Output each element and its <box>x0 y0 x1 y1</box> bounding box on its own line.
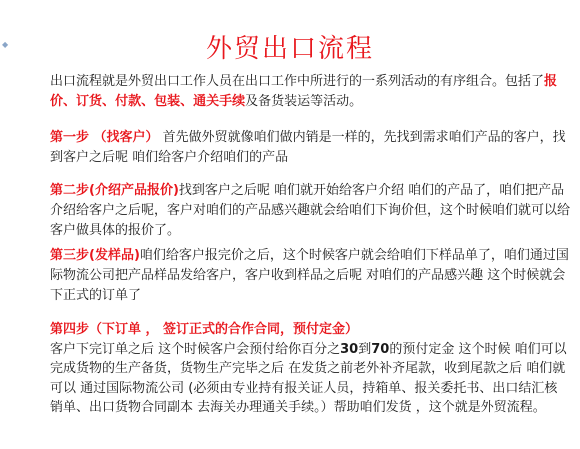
intro-highlight-packing: 包装 <box>154 94 181 109</box>
step-2-heading: 第二步(介绍产品报价) <box>50 183 179 198</box>
step-4-body-a: 客户下完订单之后 这个时候客户会预付给你百分之 <box>50 341 341 357</box>
intro-separator: 、 <box>102 94 116 109</box>
intro-highlight-quote: 报价 <box>50 74 558 109</box>
intro-highlight-payment: 付款 <box>115 94 142 109</box>
step-3-heading: 第三步(发样品) <box>50 248 140 263</box>
step-4-body-b: 到 <box>358 341 372 357</box>
step-1-heading: 第一步 （找客户） <box>50 130 159 145</box>
intro-highlight-customs: 通关手续 <box>193 94 246 109</box>
intro-separator: 、 <box>180 94 194 109</box>
intro-separator: 、 <box>141 94 155 109</box>
intro-text-b: 及备货装运等活动。 <box>245 94 363 109</box>
step-4-body-c: 的预付定金 这个时候 咱们可以完成货物的生产备货，货物生产完毕之后 在发货之前老外补齐尾款，收到尾款之后 咱们就可以 通过国际物流公司 (必须由专业持有报关证人员，持箱单、报关委托书、出口结汇核销单、出口货物合同副本 去海关办理通关手续。）帮助咱们发货 ，这个就是外贸流程。 <box>50 341 567 415</box>
intro-separator: 、 <box>63 94 77 109</box>
intro-highlight-order: 订货 <box>76 94 103 109</box>
step-4-paragraph <box>50 320 570 418</box>
intro-text-a: 出口流程就是外贸出口工作人员在出口工作中所进行的一系列活动的有序组合。包括了 <box>50 74 545 89</box>
step-1-body: 首先做外贸就像咱们做内销是一样的，先找到需求咱们产品的客户，找到客户之后呢 咱们给客户介绍咱们的产品 <box>50 130 566 165</box>
page-title: 外贸出口流程 <box>205 34 374 64</box>
step-1-paragraph <box>50 128 570 168</box>
intro-paragraph <box>50 72 570 112</box>
step-2-body: 找到客户之后呢 咱们就开始给客户介绍 咱们的产品了，咱们把产品介绍给客户之后呢，客户对咱们的产品感兴趣就会给咱们下询价但，这个时候咱们就可以给客户做具体的报价了。 <box>50 183 571 238</box>
step-2-paragraph <box>50 181 570 241</box>
step-3-paragraph <box>50 246 570 306</box>
step-3-body: 咱们给客户报完价之后，这个时候客户就会给咱们下样品单了，咱们通过国际物流公司把产品样品发给客户，客户收到样品之后呢 对咱们的产品感兴趣 这个时候就会下正式的订单了 <box>50 248 569 303</box>
corner-mark-icon: ◆ <box>2 40 9 49</box>
step-4-percent-low: 30 <box>340 341 359 357</box>
step-4-percent-high: 70 <box>371 341 390 357</box>
step-4-heading: 第四步（下订单 ， 签订正式的合作合同，预付定金） <box>50 322 359 337</box>
